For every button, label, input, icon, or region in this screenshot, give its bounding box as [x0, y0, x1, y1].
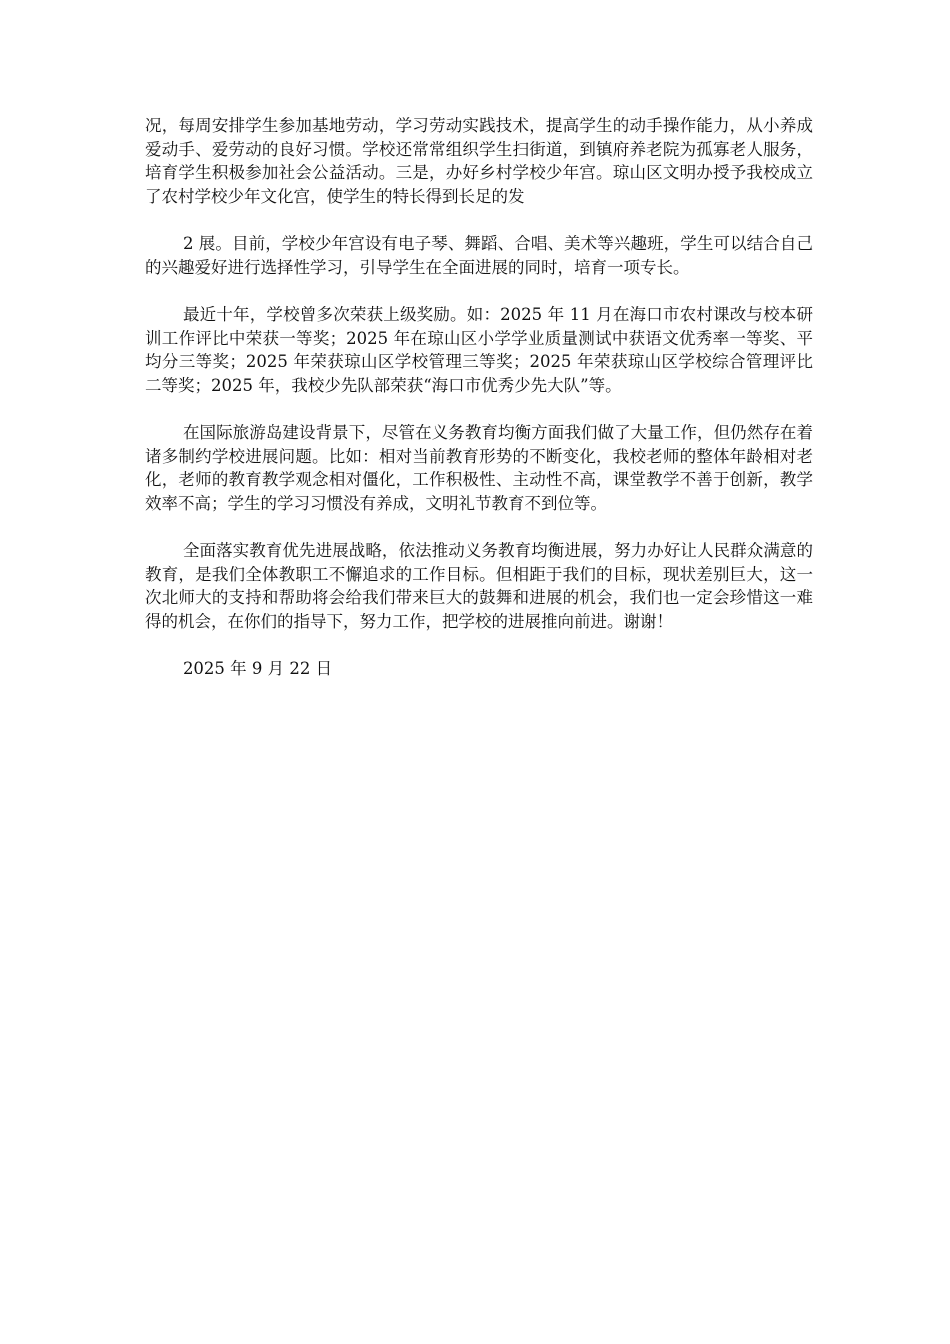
paragraph-awards: 最近十年，学校曾多次荣获上级奖励。如：2025 年 11 月在海口市农村课改与校本研训工作评比中荣获一等奖；2025 年在琼山区小学学业质量测试中获语文优秀率一等奖、平均分三等奖；2025 年荣获琼山区学校管理三等奖；2025 年荣获琼山区学校综合管理评比二等奖；2025 年，我校少先队部荣获“海口市优秀少先大队”等。 — [145, 305, 813, 395]
document-date: 2025 年 9 月 22 日 — [182, 659, 333, 678]
paragraph-youth-palace: 2 展。目前，学校少年宫设有电子琴、舞蹈、合唱、美术等兴趣班，学生可以结合自己的兴趣爱好进行选择性学习，引导学生在全面进展的同时，培育一项专长。 — [145, 234, 813, 277]
paragraph-problems: 在国际旅游岛建设背景下，尽管在义务教育均衡方面我们做了大量工作，但仍然存在着诸多制约学校进展问题。比如：相对当前教育形势的不断变化，我校老师的整体年龄相对老化，老师的教育教学观念相对僵化，工作积极性、主动性不高，课堂教学不善于创新，教学效率不高；学生的学习习惯没有养成，文明礼节教育不到位等。 — [145, 423, 813, 513]
paragraph-continuation: 况，每周安排学生参加基地劳动，学习劳动实践技术，提高学生的动手操作能力，从小养成爱动手、爱劳动的良好习惯。学校还常常组织学生扫街道，到镇府养老院为孤寡老人服务，培育学生积极参加社会公益活动。三是，办好乡村学校少年宫。琼山区文明办授予我校成立了农村学校少年文化宫，使学生的特长得到长足的发 — [145, 116, 813, 206]
paragraph-conclusion: 全面落实教育优先进展战略，依法推动义务教育均衡进展，努力办好让人民群众满意的教育，是我们全体教职工不懈追求的工作目标。但相距于我们的目标，现状差别巨大，这一次北师大的支持和帮助将会给我们带来巨大的鼓舞和进展的机会，我们也一定会珍惜这一难得的机会，在你们的指导下，努力工作，把学校的进展推向前进。谢谢！ — [145, 541, 813, 631]
document-page — [145, 114, 813, 705]
